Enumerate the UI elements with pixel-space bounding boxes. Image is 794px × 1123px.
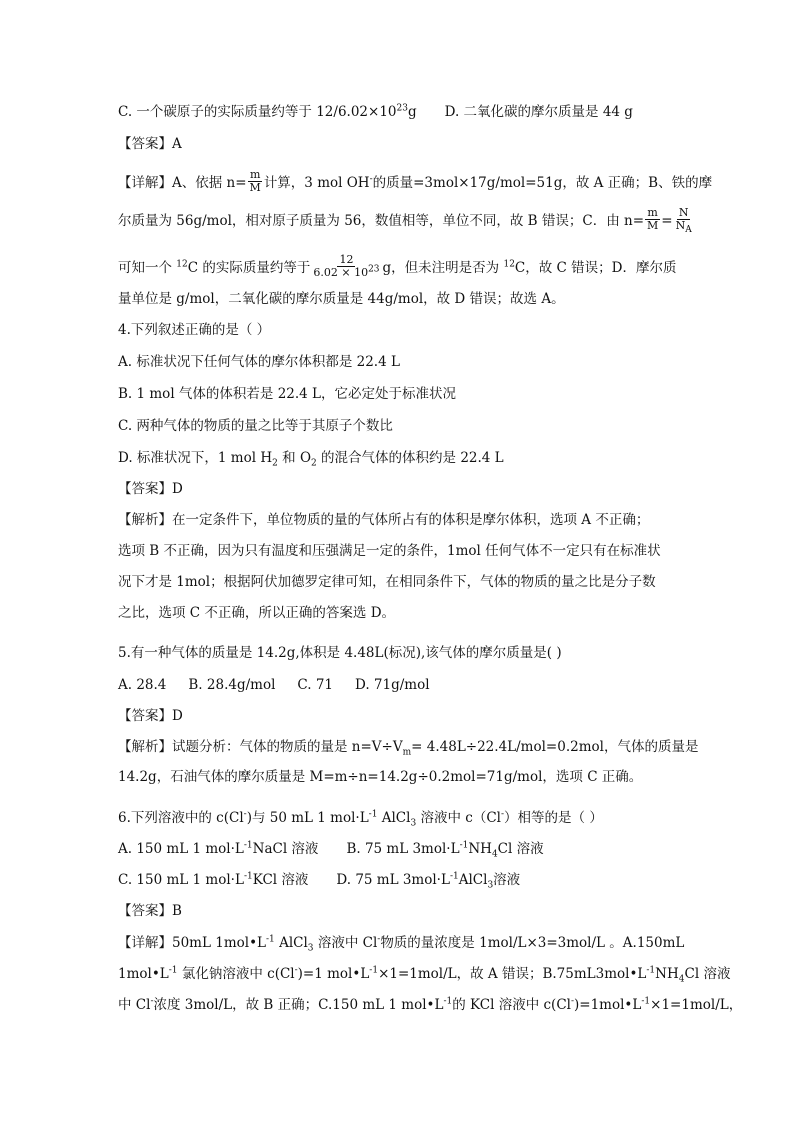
q3-option-line: [118, 103, 633, 121]
q3-option-d: D. 二氧化碳的摩尔质量是 44 g: [444, 104, 633, 120]
q3-explanation-line-2: 尔质量为 56g/mol，相对原子质量为 56，数值相等，单位不同，故 B 错误；C．由 n= $\frac{m}{M}$ = $\frac{N}{N_A}$: [118, 206, 692, 236]
q6-explanation-line-3: 中 Cl-浓度 3mol/L，故 B 正确；C.150 mL 1 $mol•L^{-1}$的 KCl 溶液中 $c(Cl^-)=1mol•L^{-1}\times 1=1mol/L$，: [118, 996, 743, 1013]
q5-option-d: D. 71g/mol: [355, 677, 430, 693]
fraction-12-over-avogadro: $\frac{12}{6.02 \times 10^{23}}$: [313, 253, 380, 279]
q4-option-d: D. 标准状况下，1 mol $H_2$ 和 $O_2$ 的混合气体的体积约是 22.4 L: [118, 450, 504, 469]
q6-option-d: D. 75 mL $3mol\cdot L^{-1}AlCl_3$溶液: [336, 871, 521, 891]
q4-stem: 4.下列叙述正确的是（ ）: [118, 322, 271, 338]
q3-answer: 【答案】A: [118, 136, 182, 152]
q4-option-a: A. 标准状况下任何气体的摩尔体积都是 22.4 L: [118, 354, 400, 370]
q6-option-a: A. 150 mL 1 $mol\cdot L^{-1}NaCl$ 溶液: [118, 840, 319, 857]
q5-options: [118, 676, 430, 694]
q5-stem: 5.有一种气体的质量是 14.2g,体积是 4.48L(标况),该气体的摩尔质量是( ): [118, 645, 562, 661]
q5-option-a: A. 28.4: [118, 677, 167, 693]
q4-option-c: C. 两种气体的物质的量之比等于其原子个数比: [118, 418, 393, 434]
q4-answer: 【答案】D: [118, 481, 183, 497]
q5-answer: 【答案】D: [118, 708, 183, 724]
fraction-m-over-M: $\frac{m}{M}$: [249, 168, 261, 194]
q6-explanation-line-2: $1mol•L^{-1}$ 氯化钠溶液中 c(Cl-)=1 $mol•L^{-1}\times 1=1mol/L$，故 A 错误；$B.75mL3mol•L^{-1}NH_4Cl$ 溶液: [118, 965, 731, 985]
q6-option-b: B. 75 mL $3mol\cdot L^{-1}NH_4Cl$ 溶液: [346, 840, 544, 860]
q4-explanation-line-1: 【解析】在一定条件下，单位物质的量的气体所占有的体积是摩尔体积，选项 A 不正确；: [118, 512, 650, 528]
q6-explanation-line-1: 【详解】50mL $1mol•L^{-1}$ AlCl$_3$ 溶液中 Cl-物质的量浓度是 1mol/L×3=3mol/L 。A.150mL: [118, 934, 685, 954]
q6-option-c: C. 150 mL 1 $mol\cdot L^{-1}KCl$ 溶液: [118, 871, 309, 888]
q4-option-b: B. 1 mol 气体的体积若是 22.4 L，它必定处于标准状况: [118, 386, 457, 402]
fraction-N-over-NA: $\frac{N}{N_A}$: [675, 206, 692, 236]
q6-stem: 6.下列溶液中的 c(Cl-)与 50 mL 1 $mol\cdot L^{-1}$ AlCl$_3$ 溶液中 c（Cl-）相等的是（ ）: [118, 809, 603, 829]
q4-explanation-line-4: 之比，选项 C 不正确，所以正确的答案选 D。: [118, 605, 396, 621]
fraction-m-over-M: $\frac{m}{M}$: [647, 206, 659, 232]
q3-explanation-line-4: 量单位是 g/mol，二氧化碳的摩尔质量是 44g/mol，故 D 错误；故选 A。: [118, 291, 565, 307]
q6-options-row-2: [118, 871, 520, 889]
q5-explanation-line-2: 14.2g，石油气体的摩尔质量是 M=m÷n=14.2g÷0.2mol=71g/mol，选项 C 正确。: [118, 769, 643, 785]
q5-option-c: C. 71: [297, 677, 333, 693]
q3-option-c: C. 一个碳原子的实际质量约等于 $12/6.02\times 10^{23}g$: [118, 103, 417, 120]
q5-explanation-line-1: 【解析】试题分析：气体的物质的量是 $n=V\div V_m= 4.48L\div 22.4L/mol=0.2mol$，气体的质量是: [118, 739, 699, 758]
q3-explanation-line-3: 可知一个 $^{12}$C 的实际质量约等于 $\frac{12}{6.02 \times 10^{23}}$ g，但未注明是否为 $^{12}$C，故 C 错误；D．摩尔质: [118, 253, 677, 279]
q4-explanation-line-3: 况下才是 1mol；根据阿伏加德罗定律可知，在相同条件下，气体的物质的量之比是分子数: [118, 574, 656, 590]
q5-option-b: B. 28.4g/mol: [188, 677, 276, 693]
q6-options-row-1: [118, 840, 544, 858]
q6-answer: 【答案】B: [118, 903, 182, 919]
q4-explanation-line-2: 选项 B 不正确，因为只有温度和压强满足一定的条件，1mol 任何气体不一定只有在标准状: [118, 543, 661, 559]
q3-explanation-line-1: 【详解】A、依据 n= $\frac{m}{M}$ 计算，3 mol OH-的质量=3mol×17g/mol=51g，故 A 正确；B、铁的摩: [118, 168, 713, 194]
